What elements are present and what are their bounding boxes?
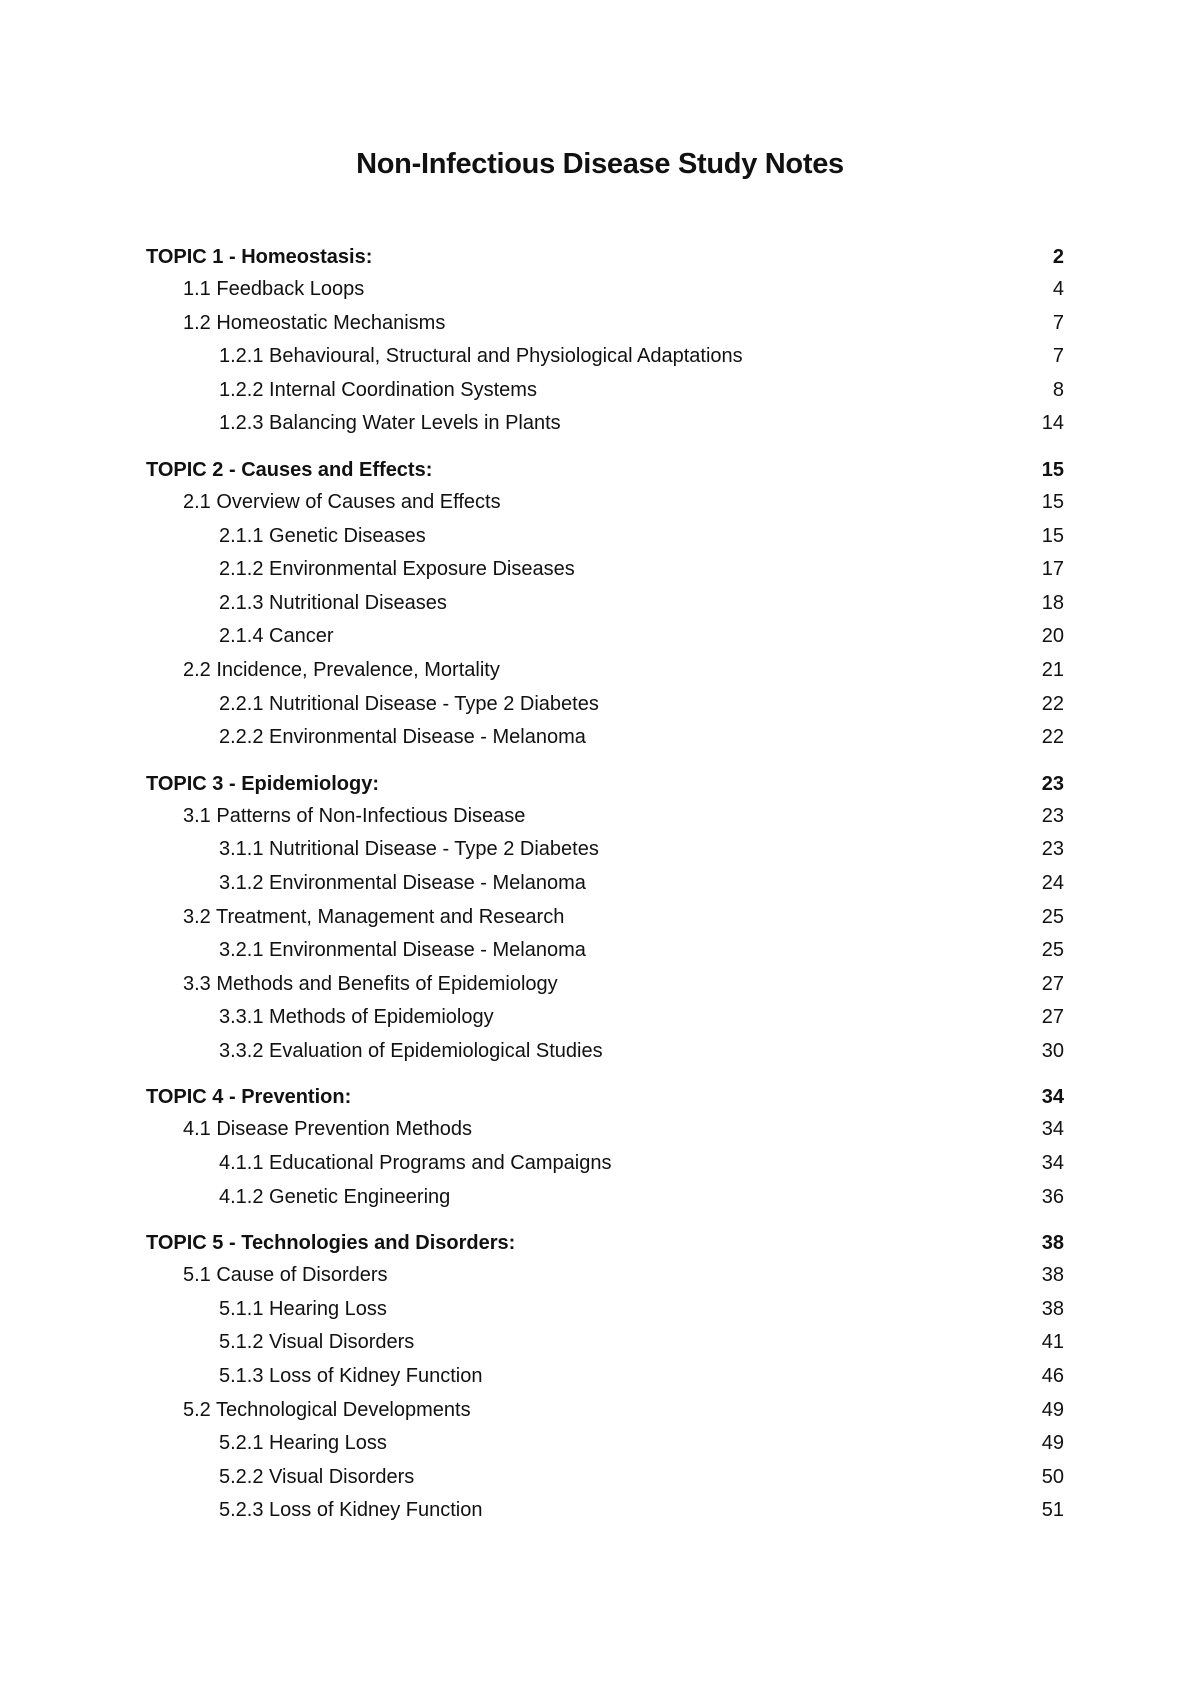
toc-entry-page-number: 49 bbox=[1041, 1432, 1064, 1455]
toc-subsection-entry[interactable] bbox=[146, 654, 1064, 688]
toc-entry-label: 2.1.2 Environmental Exposure Diseases bbox=[219, 558, 575, 581]
toc-entry-label: 3.3 Methods and Benefits of Epidemiology bbox=[183, 972, 558, 995]
toc-subsubsection-entry[interactable] bbox=[146, 833, 1064, 867]
toc-entry-page-number: 23 bbox=[1041, 804, 1064, 827]
toc-entry-page-number: 23 bbox=[1041, 838, 1064, 861]
toc-subsubsection-entry[interactable] bbox=[146, 1181, 1064, 1215]
toc-entry-label: 3.3.1 Methods of Epidemiology bbox=[219, 1006, 494, 1029]
toc-entry-page-number: 46 bbox=[1041, 1365, 1064, 1388]
toc-entry-label: 5.1.2 Visual Disorders bbox=[219, 1331, 415, 1354]
toc-entry-page-number: 34 bbox=[1041, 1152, 1064, 1175]
toc-entry-label: 2.1.3 Nutritional Diseases bbox=[219, 591, 447, 614]
toc-subsubsection-entry[interactable] bbox=[146, 1147, 1064, 1181]
toc-entry-label: 5.1.3 Loss of Kidney Function bbox=[219, 1365, 483, 1388]
toc-subsection-entry[interactable] bbox=[146, 901, 1064, 935]
toc-entry-page-number: 20 bbox=[1041, 625, 1064, 648]
toc-subsubsection-entry[interactable] bbox=[146, 867, 1064, 901]
toc-subsection-entry[interactable] bbox=[146, 968, 1064, 1002]
toc-entry-page-number: 50 bbox=[1041, 1465, 1064, 1488]
document-title: Non-Infectious Disease Study Notes bbox=[356, 148, 844, 180]
toc-entry-page-number: 8 bbox=[1052, 378, 1064, 401]
toc-subsection-entry[interactable] bbox=[146, 800, 1064, 834]
toc-entry-label: 5.2.2 Visual Disorders bbox=[219, 1465, 415, 1488]
toc-entry-label: 1.2.3 Balancing Water Levels in Plants bbox=[219, 412, 561, 435]
toc-entry-page-number: 27 bbox=[1041, 1006, 1064, 1029]
toc-section-topic-2 bbox=[146, 454, 1064, 755]
toc-entry-label: 4.1.1 Educational Programs and Campaigns bbox=[219, 1152, 612, 1175]
toc-entry-label: 2.2 Incidence, Prevalence, Mortality bbox=[183, 658, 500, 681]
toc-subsubsection-entry[interactable] bbox=[146, 721, 1064, 755]
toc-subsection-entry[interactable] bbox=[146, 1113, 1064, 1147]
toc-subsubsection-entry[interactable] bbox=[146, 1293, 1064, 1327]
toc-entry-label: TOPIC 3 - Epidemiology: bbox=[146, 772, 379, 795]
toc-entry-label: 3.1.1 Nutritional Disease - Type 2 Diabetes bbox=[219, 838, 599, 861]
toc-entry-page-number: 18 bbox=[1041, 591, 1064, 614]
toc-entry-page-number: 24 bbox=[1041, 871, 1064, 894]
toc-entry-page-number: 34 bbox=[1041, 1118, 1064, 1141]
toc-subsubsection-entry[interactable] bbox=[146, 1035, 1064, 1069]
toc-section-topic-4 bbox=[146, 1081, 1064, 1214]
toc-entry-page-number: 21 bbox=[1041, 658, 1064, 681]
toc-entry-label: 2.1.4 Cancer bbox=[219, 625, 334, 648]
toc-entry-label: 5.2 Technological Developments bbox=[183, 1398, 471, 1421]
toc-entry-page-number: 51 bbox=[1041, 1499, 1064, 1522]
toc-entry-label: 2.1 Overview of Causes and Effects bbox=[183, 490, 501, 513]
toc-subsubsection-entry[interactable] bbox=[146, 1461, 1064, 1495]
toc-entry-label: 3.1.2 Environmental Disease - Melanoma bbox=[219, 871, 586, 894]
toc-subsubsection-entry[interactable] bbox=[146, 620, 1064, 654]
toc-entry-label: TOPIC 1 - Homeostasis: bbox=[146, 246, 373, 268]
toc-subsubsection-entry[interactable] bbox=[146, 1360, 1064, 1394]
toc-entry-page-number: 25 bbox=[1041, 939, 1064, 962]
toc-entry-page-number: 49 bbox=[1041, 1398, 1064, 1421]
toc-entry-page-number: 27 bbox=[1041, 972, 1064, 995]
toc-entry-page-number: 17 bbox=[1041, 558, 1064, 581]
toc-entry-label: 1.1 Feedback Loops bbox=[183, 278, 365, 300]
toc-subsection-entry[interactable] bbox=[146, 307, 1064, 341]
toc-topic-heading[interactable] bbox=[146, 454, 1064, 486]
toc-entry-page-number: 7 bbox=[1052, 345, 1064, 368]
toc-entry-label: 2.2.1 Nutritional Disease - Type 2 Diabetes bbox=[219, 692, 599, 715]
toc-entry-label: TOPIC 2 - Causes and Effects: bbox=[146, 458, 433, 481]
toc-entry-page-number: 15 bbox=[1041, 524, 1064, 547]
toc-entry-label: 3.2.1 Environmental Disease - Melanoma bbox=[219, 939, 586, 962]
toc-subsubsection-entry[interactable] bbox=[146, 1494, 1064, 1528]
toc-subsubsection-entry[interactable] bbox=[146, 374, 1064, 408]
toc-entry-page-number: 22 bbox=[1041, 726, 1064, 749]
toc-entry-label: TOPIC 5 - Technologies and Disorders: bbox=[146, 1232, 516, 1255]
toc-section-topic-3 bbox=[146, 768, 1064, 1069]
toc-entry-page-number: 22 bbox=[1041, 692, 1064, 715]
toc-entry-label: 5.2.3 Loss of Kidney Function bbox=[219, 1499, 483, 1522]
toc-entry-label: 3.2 Treatment, Management and Research bbox=[183, 905, 565, 928]
toc-entry-label: 5.1 Cause of Disorders bbox=[183, 1264, 388, 1287]
toc-entry-page-number: 7 bbox=[1052, 311, 1064, 334]
toc-subsection-entry[interactable] bbox=[146, 486, 1064, 520]
toc-entry-page-number: 14 bbox=[1041, 412, 1064, 435]
toc-subsubsection-entry[interactable] bbox=[146, 407, 1064, 441]
toc-subsection-entry[interactable] bbox=[146, 273, 1064, 307]
toc-entry-page-number: 38 bbox=[1041, 1264, 1064, 1287]
toc-entry-page-number: 38 bbox=[1041, 1297, 1064, 1320]
toc-entry-page-number: 4 bbox=[1052, 278, 1064, 300]
toc-entry-page-number: 34 bbox=[1041, 1086, 1064, 1109]
toc-subsubsection-entry[interactable] bbox=[146, 520, 1064, 554]
toc-topic-heading[interactable] bbox=[146, 241, 1064, 273]
toc-entry-page-number: 41 bbox=[1041, 1331, 1064, 1354]
toc-subsubsection-entry[interactable] bbox=[146, 1427, 1064, 1461]
toc-section-topic-1 bbox=[146, 241, 1064, 441]
toc-topic-heading[interactable] bbox=[146, 1227, 1064, 1259]
toc-subsubsection-entry[interactable] bbox=[146, 688, 1064, 722]
toc-entry-label: 2.1.1 Genetic Diseases bbox=[219, 524, 426, 547]
toc-entry-label: 4.1 Disease Prevention Methods bbox=[183, 1118, 473, 1141]
toc-entry-label: TOPIC 4 - Prevention: bbox=[146, 1086, 352, 1109]
table-of-contents bbox=[146, 241, 1064, 1541]
toc-entry-label: 1.2 Homeostatic Mechanisms bbox=[183, 311, 446, 334]
toc-subsubsection-entry[interactable] bbox=[146, 340, 1064, 374]
toc-subsection-entry[interactable] bbox=[146, 1394, 1064, 1428]
toc-entry-label: 5.1.1 Hearing Loss bbox=[219, 1297, 387, 1320]
toc-section-topic-5 bbox=[146, 1227, 1064, 1528]
toc-entry-page-number: 36 bbox=[1041, 1185, 1064, 1208]
toc-entry-page-number: 15 bbox=[1041, 490, 1064, 513]
toc-entry-page-number: 38 bbox=[1041, 1232, 1064, 1255]
toc-entry-label: 2.2.2 Environmental Disease - Melanoma bbox=[219, 726, 586, 749]
toc-subsubsection-entry[interactable] bbox=[146, 1001, 1064, 1035]
toc-entry-page-number: 2 bbox=[1052, 246, 1064, 268]
toc-entry-page-number: 30 bbox=[1041, 1039, 1064, 1062]
toc-entry-label: 3.3.2 Evaluation of Epidemiological Studies bbox=[219, 1039, 603, 1062]
toc-subsubsection-entry[interactable] bbox=[146, 553, 1064, 587]
toc-subsubsection-entry[interactable] bbox=[146, 1326, 1064, 1360]
toc-entry-page-number: 23 bbox=[1041, 772, 1064, 795]
toc-entry-page-number: 25 bbox=[1041, 905, 1064, 928]
toc-subsection-entry[interactable] bbox=[146, 1259, 1064, 1293]
toc-topic-heading[interactable] bbox=[146, 768, 1064, 800]
toc-entry-label: 3.1 Patterns of Non-Infectious Disease bbox=[183, 804, 526, 827]
toc-entry-page-number: 15 bbox=[1041, 458, 1064, 481]
toc-entry-label: 5.2.1 Hearing Loss bbox=[219, 1432, 387, 1455]
toc-entry-label: 1.2.1 Behavioural, Structural and Physiological Adaptations bbox=[219, 345, 743, 368]
toc-subsubsection-entry[interactable] bbox=[146, 587, 1064, 621]
toc-entry-label: 4.1.2 Genetic Engineering bbox=[219, 1185, 451, 1208]
toc-entry-label: 1.2.2 Internal Coordination Systems bbox=[219, 378, 537, 401]
toc-subsubsection-entry[interactable] bbox=[146, 934, 1064, 968]
toc-topic-heading[interactable] bbox=[146, 1081, 1064, 1113]
